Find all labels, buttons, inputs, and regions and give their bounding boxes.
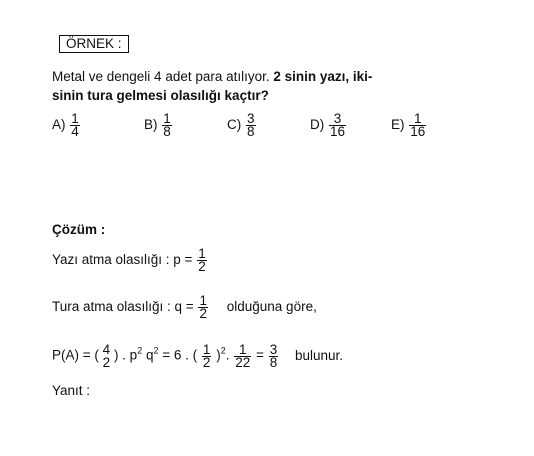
choice-c	[227, 113, 257, 138]
choice-label: E)	[391, 117, 405, 133]
choice-label: B)	[144, 117, 158, 133]
question-text: Metal ve dengeli 4 adet para atılıyor.	[52, 69, 274, 84]
choice-fraction: $\frac{3}{16}$	[330, 111, 346, 139]
question-bold-text: 2 sinin yazı, iki-	[273, 69, 373, 84]
example-label: ÖRNEK :	[59, 35, 129, 53]
choice-e	[391, 113, 427, 138]
choice-fraction: $\frac{1}{16}$	[410, 111, 426, 139]
choice-b	[144, 113, 173, 138]
question-line-2: sinin tura gelmesi olasılığı kaçtır?	[52, 88, 269, 103]
choice-fraction: $\frac{3}{8}$	[247, 111, 255, 139]
choice-fraction: $\frac{1}{4}$	[71, 111, 79, 139]
tura-fraction: $\frac{1}{2}$	[199, 293, 207, 321]
choice-d	[310, 113, 347, 138]
choice-label: C)	[227, 117, 242, 133]
solution-heading: Çözüm :	[52, 222, 106, 237]
yazi-line: Yazı atma olasılığı : p = $\frac{1}{2}$	[52, 246, 206, 274]
choice-label: A)	[52, 117, 66, 133]
probability-formula-line: P(A) = ( 4 2 ) . $p^2$ $q^2 = 6$ . ( $\frac{1}{2}$ )$^2$. $\frac{1}{22}$ = $\frac{3}{8}$ bulunur.	[52, 341, 344, 370]
result-fraction: $\frac{3}{8}$	[269, 341, 278, 370]
choice-fraction: $\frac{1}{8}$	[163, 111, 171, 139]
yazi-fraction: $\frac{1}{2}$	[198, 246, 206, 274]
answer-label: Yanıt :	[52, 383, 91, 398]
choice-label: D)	[310, 117, 325, 133]
question-line-1	[52, 69, 372, 84]
binomial-coefficient: 4 2	[102, 342, 111, 370]
choice-a	[52, 113, 81, 138]
tura-line: Tura atma olasılığı : q = $\frac{1}{2}$ olduğuna göre,	[52, 293, 317, 321]
product-fraction: $\frac{1}{22}$	[235, 341, 251, 370]
half-fraction: $\frac{1}{2}$	[202, 341, 211, 370]
